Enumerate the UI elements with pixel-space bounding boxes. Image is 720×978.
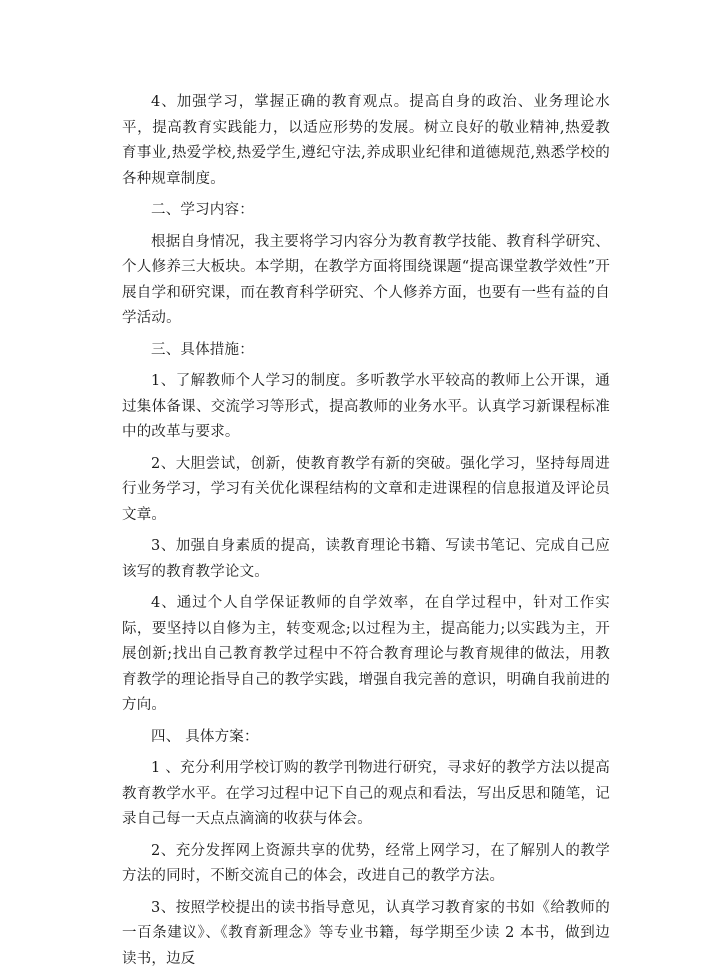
paragraph-strengthen-learning: 4、加强学习，掌握正确的教育观点。提高自身的政治、业务理论水平，提高教育实践能力，以适应形势的发展。树立良好的敬业精神,热爱教育事业,热爱学校,热爱学生,遵纪守法,养成职业纪律和道德规范,熟悉学校的各种规章制度。 <box>122 94 610 187</box>
section-heading-learning-content: 二、学习内容： <box>151 202 254 218</box>
paragraph-learning-content: 根据自身情况，我主要将学习内容分为教育教学技能、教育科学研究、个人修养三大板块。本学期，在教学方面将围绕课题“提高课堂教学效性”开展自学和研究课，而在教育科学研究、个人修养方面，也要有一些有益的自学活动。 <box>122 233 610 326</box>
paragraph-plan-1: 1 、充分利用学校订购的教学刊物进行研究，寻求好的教学方法以提高教育教学水平。在学习过程中记下自己的观点和看法，写出反思和随笔，记录自己每一天点点滴滴的收获与体会。 <box>122 760 610 827</box>
paragraph-plan-3: 3、按照学校提出的读书指导意见，认真学习教育家的书如《给教师的一百条建议》、《教育新理念》等专业书籍，每学期至少读 2 本书，做到边读书，边反 <box>122 899 610 967</box>
paragraph-measure-1: 1、了解教师个人学习的制度。多听教学水平较高的教师上公开课，通过集体备课、交流学习等形式，提高教师的业务水平。认真学习新课程标准中的改革与要求。 <box>122 373 610 440</box>
section-heading-measures: 三、具体措施： <box>151 341 254 358</box>
paragraph-measure-2: 2、大胆尝试，创新，使教育教学有新的突破。强化学习，坚持每周进行业务学习，学习有关优化课程结构的文章和走进课程的信息报道及评论员文章。 <box>122 455 610 523</box>
paragraph-measure-3: 3、加强自身素质的提高，读教育理论书籍、写读书笔记、完成自己应该写的教育教学论文。 <box>122 538 610 580</box>
paragraph-plan-2: 2、充分发挥网上资源共享的优势，经常上网学习，在了解别人的教学方法的同时，不断交流自己的体会，改进自己的教学方法。 <box>122 842 610 884</box>
paragraph-measure-4: 4、通过个人自学保证教师的自学效率，在自学过程中，针对工作实际，要坚持以自修为主，转变观念;以过程为主，提高能力;以实践为主，开展创新;找出自己教育教学过程中不符合教育理论与教育规律的做法，用教育教学的理论指导自己的教学实践，增强自我完善的意识，明确自我前进的方向。 <box>122 595 610 713</box>
document-body <box>122 90 610 978</box>
section-heading-plan: 四、 具体方案： <box>151 728 259 745</box>
